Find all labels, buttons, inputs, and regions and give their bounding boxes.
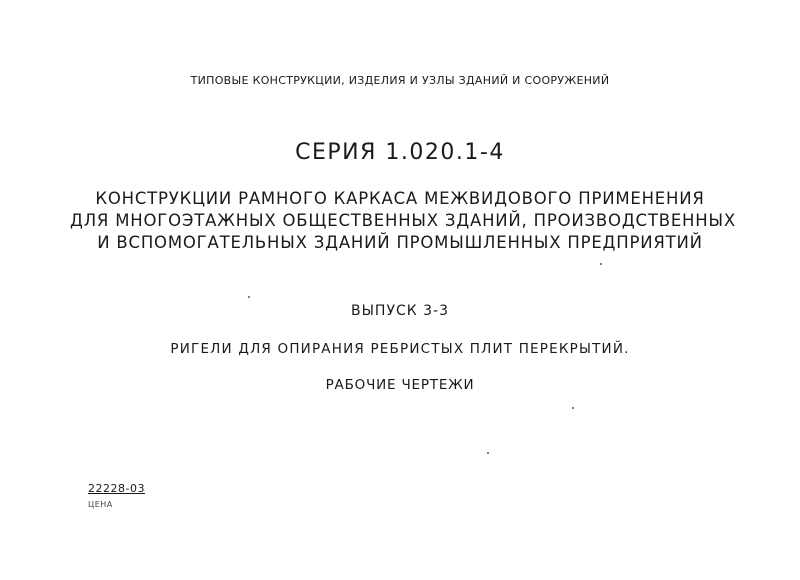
scan-speck xyxy=(600,263,602,265)
title-line-3: И ВСПОМОГАТЕЛЬНЫХ ЗДАНИЙ ПРОМЫШЛЕННЫХ ПРЕДПРИЯТИЙ xyxy=(97,233,703,252)
issue-subject: РИГЕЛИ ДЛЯ ОПИРАНИЯ РЕБРИСТЫХ ПЛИТ ПЕРЕКРЫТИЙ. xyxy=(170,341,630,357)
inventory-number: 22228-03 xyxy=(88,482,145,495)
series-number: СЕРИЯ 1.020.1-4 xyxy=(295,140,505,165)
title-line-2: ДЛЯ МНОГОЭТАЖНЫХ ОБЩЕСТВЕННЫХ ЗДАНИЙ, ПРОИЗВОДСТВЕННЫХ xyxy=(70,211,736,230)
issue-number: ВЫПУСК 3-3 xyxy=(350,303,450,319)
price-label: ЦЕНА xyxy=(88,500,113,509)
scan-speck xyxy=(487,452,489,454)
document-type: РАБОЧИЕ ЧЕРТЕЖИ xyxy=(325,377,475,393)
collection-header: ТИПОВЫЕ КОНСТРУКЦИИ, ИЗДЕЛИЯ И УЗЛЫ ЗДАНИЙ И СООРУЖЕНИЙ xyxy=(190,74,610,87)
scan-speck xyxy=(248,296,250,298)
scan-speck xyxy=(572,407,574,409)
title-line-1: КОНСТРУКЦИИ РАМНОГО КАРКАСА МЕЖВИДОВОГО ПРИМЕНЕНИЯ xyxy=(95,189,705,208)
